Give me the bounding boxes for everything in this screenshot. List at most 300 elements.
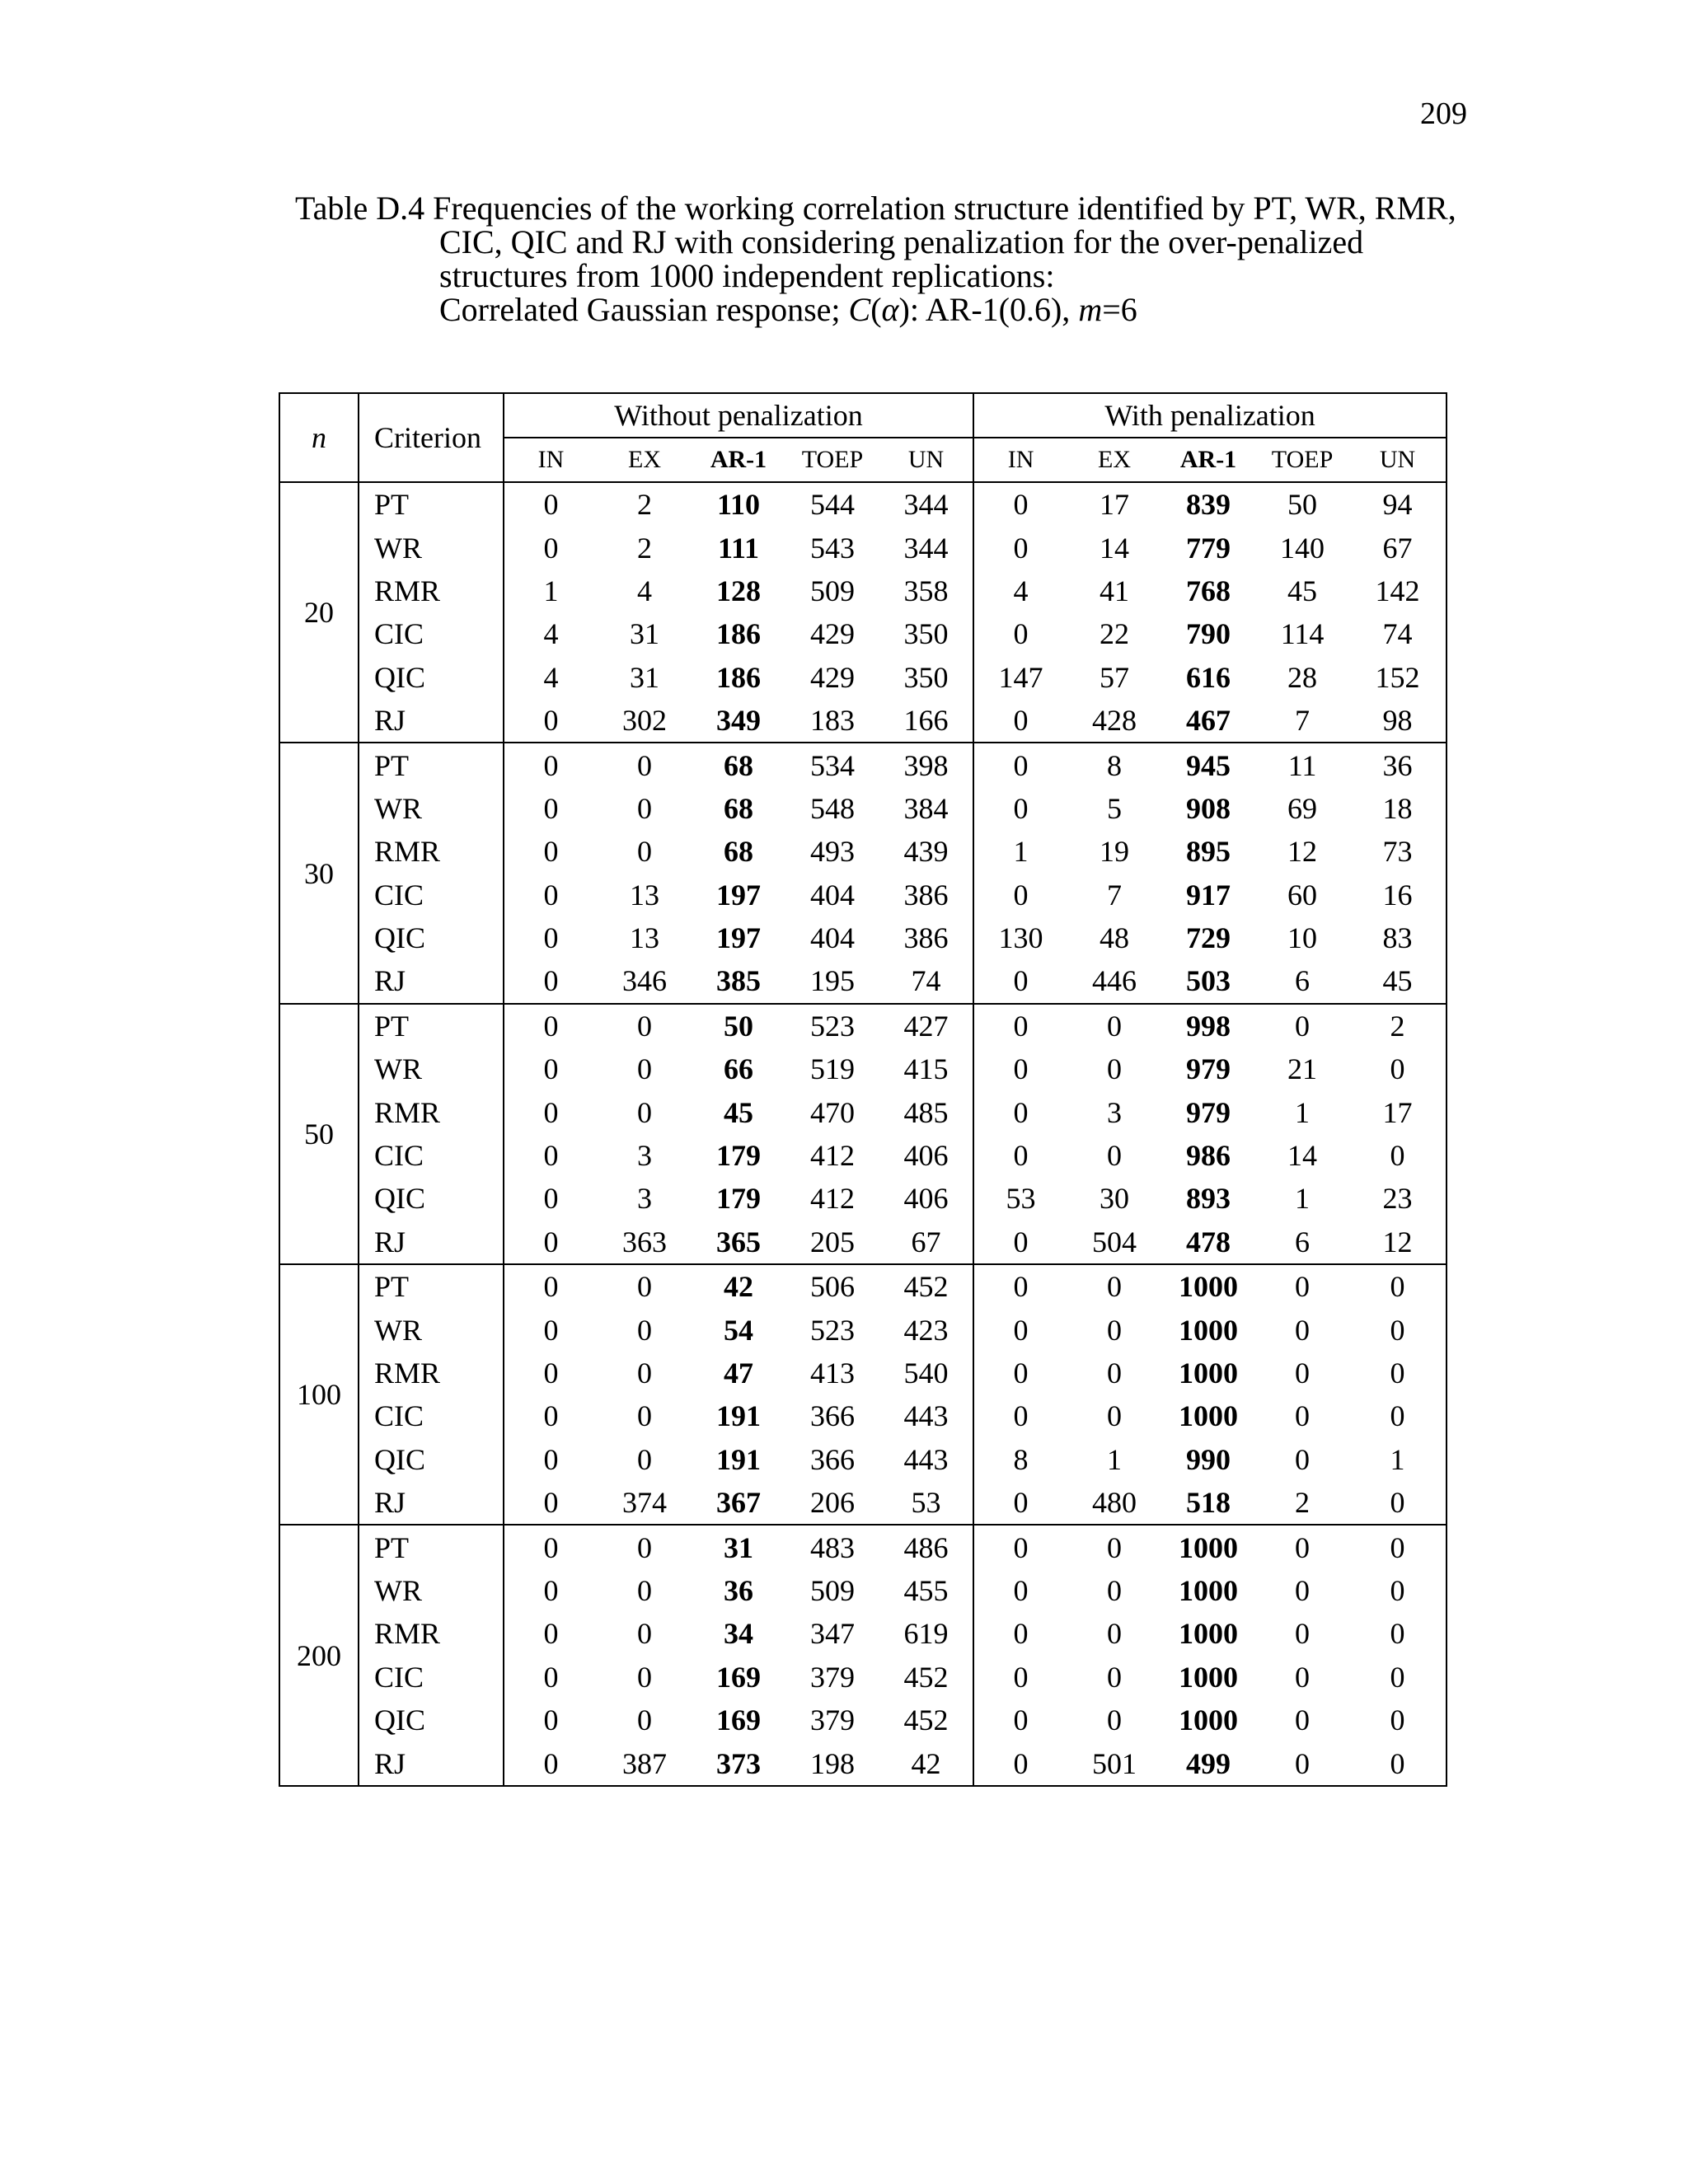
- value-cell-with-toep: 6: [1295, 964, 1311, 998]
- value-cell-with-toep: 11: [1255, 743, 1349, 786]
- value-cell-without-ex: 0: [637, 1357, 652, 1390]
- value-cell-without-toep: 509: [810, 1573, 855, 1607]
- value-cell-without-ex: 0: [637, 1313, 652, 1347]
- criterion-cell: RJ: [359, 699, 504, 743]
- value-cell-with-in: 53: [1006, 1182, 1036, 1216]
- value-cell-without-in: 0: [543, 1660, 559, 1694]
- value-cell-with-ex: 19: [1100, 835, 1130, 869]
- value-cell-without-toep: 379: [810, 1660, 855, 1694]
- value-cell-without-toep: 506: [785, 1264, 879, 1308]
- value-cell-without-in: 0: [543, 704, 559, 738]
- value-cell-without-toep: 205: [810, 1225, 855, 1258]
- value-cell-without-ar-1: 179: [716, 1139, 761, 1173]
- value-cell-with-ex: 1: [1107, 1442, 1123, 1476]
- value-cell-without-in: 0: [543, 1357, 559, 1390]
- value-cell-with-toep: 0: [1295, 1357, 1311, 1390]
- value-cell-without-ar-1: 191: [716, 1442, 761, 1476]
- subheader-without-ar-1: AR-1: [692, 438, 785, 482]
- subheader-without-ex: EX: [598, 438, 692, 482]
- value-cell-with-un: 16: [1349, 874, 1447, 916]
- value-cell-without-ar-1: 128: [716, 574, 761, 607]
- value-cell-without-toep: 483: [785, 1525, 879, 1568]
- table-row: [279, 1264, 1447, 1308]
- value-cell-with-in: 0: [1013, 1052, 1029, 1086]
- value-cell-with-un: 0: [1349, 1656, 1447, 1699]
- value-cell-with-toep: 0: [1295, 1704, 1311, 1737]
- value-cell-with-un: 0: [1349, 1525, 1447, 1568]
- table-row: [279, 612, 1447, 655]
- value-cell-without-un: 427: [879, 1004, 973, 1047]
- value-cell-without-ar-1: 54: [724, 1313, 753, 1347]
- caption-m-symbol: m: [1078, 291, 1103, 328]
- value-cell-with-in: 0: [973, 1264, 1067, 1308]
- table-row: [279, 482, 1447, 526]
- value-cell-with-un: 0: [1349, 1612, 1447, 1655]
- value-cell-with-toep: 140: [1280, 531, 1325, 565]
- value-cell-with-ar-1: 945: [1161, 743, 1255, 786]
- value-cell-with-ex: 0: [1107, 1139, 1123, 1173]
- value-cell-with-toep: 45: [1287, 574, 1318, 607]
- caption-alpha-symbol: α: [881, 291, 899, 328]
- value-cell-with-in: 0: [973, 743, 1067, 786]
- value-cell-with-in: 0: [1013, 1095, 1029, 1129]
- value-cell-without-ar-1: 367: [716, 1486, 761, 1520]
- table-row: [279, 1221, 1447, 1264]
- value-cell-with-toep: 0: [1255, 1525, 1349, 1568]
- value-cell-without-un: 443: [879, 1438, 973, 1481]
- value-cell-without-in: 1: [543, 574, 559, 607]
- value-cell-with-in: 0: [1013, 1139, 1029, 1173]
- value-cell-with-toep: 0: [1295, 1313, 1311, 1347]
- value-cell-with-in: 0: [1013, 964, 1029, 998]
- value-cell-with-ar-1: 779: [1186, 531, 1231, 565]
- header-criterion: Criterion: [359, 393, 504, 482]
- value-cell-without-un: 452: [879, 1656, 973, 1699]
- value-cell-without-ex: 0: [637, 1617, 652, 1651]
- value-cell-with-ar-1: 1000: [1161, 1264, 1255, 1308]
- value-cell-without-ar-1: 191: [716, 1399, 761, 1433]
- value-cell-without-toep: 548: [810, 791, 855, 825]
- value-cell-with-ex: 30: [1100, 1182, 1130, 1216]
- value-cell-without-un: 166: [879, 699, 973, 743]
- table-row: [279, 743, 1447, 786]
- value-cell-with-ar-1: 998: [1161, 1004, 1255, 1047]
- value-cell-with-ex: 446: [1092, 964, 1137, 998]
- value-cell-without-in: 0: [543, 1225, 559, 1258]
- table-row: [279, 1438, 1447, 1481]
- value-cell-with-ar-1: 1000: [1179, 1617, 1239, 1651]
- value-cell-without-ar-1: 68: [724, 791, 753, 825]
- table-row: [279, 1134, 1447, 1177]
- value-cell-with-un: 17: [1349, 1090, 1447, 1133]
- value-cell-with-un: 2: [1349, 1004, 1447, 1047]
- value-cell-with-toep: 21: [1287, 1052, 1318, 1086]
- value-cell-without-in: 0: [543, 531, 559, 565]
- value-cell-without-un: 350: [879, 612, 973, 655]
- value-cell-with-in: 0: [1013, 1313, 1029, 1347]
- table-row: [279, 1004, 1447, 1047]
- value-cell-with-toep: 28: [1287, 660, 1318, 694]
- value-cell-without-ar-1: 111: [717, 531, 760, 565]
- value-cell-without-toep: 366: [810, 1442, 855, 1476]
- value-cell-with-un: 0: [1349, 1741, 1447, 1785]
- value-cell-with-un: 74: [1349, 612, 1447, 655]
- value-cell-with-toep: 69: [1287, 791, 1318, 825]
- value-cell-without-ar-1: 373: [692, 1741, 785, 1785]
- value-cell-without-ex: 374: [622, 1486, 667, 1520]
- caption-m-value: =6: [1102, 291, 1137, 328]
- criterion-cell: PT: [359, 1004, 504, 1047]
- value-cell-without-toep: 183: [810, 704, 855, 738]
- criterion-cell: PT: [359, 743, 504, 786]
- value-cell-with-un: 142: [1349, 569, 1447, 612]
- value-cell-with-ar-1: 917: [1186, 878, 1231, 912]
- value-cell-without-un: 350: [879, 656, 973, 699]
- header-without-penalization: Without penalization: [504, 393, 973, 438]
- value-cell-without-toep: 544: [810, 488, 855, 522]
- value-cell-with-ex: 8: [1067, 743, 1161, 786]
- value-cell-with-toep: 0: [1255, 1741, 1349, 1785]
- value-cell-with-toep: 114: [1280, 617, 1325, 651]
- value-cell-with-toep: 0: [1295, 1573, 1311, 1607]
- value-cell-without-toep: 523: [810, 1313, 855, 1347]
- header-n: n: [279, 393, 359, 482]
- value-cell-without-ar-1: 47: [724, 1357, 753, 1390]
- value-cell-with-ar-1: 895: [1186, 835, 1231, 869]
- criterion-cell: RJ: [359, 1741, 504, 1785]
- value-cell-with-ar-1: 518: [1186, 1486, 1231, 1520]
- value-cell-without-toep: 429: [810, 617, 855, 651]
- value-cell-without-ex: 346: [622, 964, 667, 998]
- value-cell-without-un: 452: [879, 1699, 973, 1741]
- sample-size-cell: 50: [279, 1004, 359, 1264]
- table-row: [279, 1569, 1447, 1612]
- header-with-penalization: With penalization: [973, 393, 1447, 438]
- criterion-cell: RMR: [359, 569, 504, 612]
- value-cell-with-un: 0: [1349, 1699, 1447, 1741]
- criterion-cell: RJ: [359, 1481, 504, 1525]
- value-cell-without-un: 398: [879, 743, 973, 786]
- criterion-cell: QIC: [359, 656, 504, 699]
- value-cell-with-in: 0: [1013, 488, 1029, 522]
- value-cell-without-un: 486: [879, 1525, 973, 1568]
- value-cell-with-ar-1: 790: [1186, 617, 1231, 651]
- value-cell-with-un: 0: [1349, 1308, 1447, 1351]
- criterion-cell: CIC: [359, 612, 504, 655]
- value-cell-with-ex: 0: [1107, 1573, 1123, 1607]
- value-cell-with-toep: 60: [1287, 878, 1318, 912]
- value-cell-without-ex: 363: [622, 1225, 667, 1258]
- value-cell-with-ex: 0: [1107, 1357, 1123, 1390]
- value-cell-without-ar-1: 45: [724, 1095, 753, 1129]
- sample-size-cell: 20: [279, 482, 359, 743]
- value-cell-with-un: 1: [1349, 1438, 1447, 1481]
- value-cell-with-un: 45: [1349, 959, 1447, 1003]
- value-cell-without-un: 415: [879, 1047, 973, 1090]
- value-cell-with-in: 130: [998, 921, 1043, 955]
- value-cell-with-ex: 504: [1092, 1225, 1137, 1258]
- value-cell-without-un: 386: [879, 874, 973, 916]
- value-cell-with-ex: 0: [1067, 1525, 1161, 1568]
- value-cell-with-toep: 10: [1287, 921, 1318, 955]
- value-cell-with-un: 94: [1349, 482, 1447, 526]
- value-cell-without-toep: 509: [810, 574, 855, 607]
- value-cell-without-ar-1: 365: [716, 1225, 761, 1258]
- criterion-cell: QIC: [359, 1177, 504, 1220]
- table-row: [279, 1656, 1447, 1699]
- value-cell-without-un: 53: [879, 1481, 973, 1525]
- value-cell-without-ar-1: 110: [716, 488, 760, 522]
- value-cell-without-ar-1: 31: [692, 1525, 785, 1568]
- value-cell-without-ar-1: 68: [692, 743, 785, 786]
- value-cell-with-toep: 6: [1295, 1225, 1311, 1258]
- caption-paren-open: (: [870, 291, 882, 328]
- criterion-cell: RJ: [359, 959, 504, 1003]
- value-cell-without-ar-1: 197: [716, 921, 761, 955]
- value-cell-without-in: 0: [543, 1442, 559, 1476]
- value-cell-with-toep: 50: [1287, 488, 1318, 522]
- value-cell-without-un: 452: [879, 1264, 973, 1308]
- value-cell-without-un: 406: [879, 1134, 973, 1177]
- value-cell-without-ar-1: 34: [724, 1617, 753, 1651]
- value-cell-with-ar-1: 839: [1186, 488, 1231, 522]
- table-row: [279, 656, 1447, 699]
- value-cell-with-ar-1: 986: [1186, 1139, 1231, 1173]
- table-row: [279, 787, 1447, 830]
- criterion-cell: RMR: [359, 1090, 504, 1133]
- value-cell-with-in: 0: [1013, 1704, 1029, 1737]
- value-cell-with-ar-1: 893: [1186, 1182, 1231, 1216]
- subheader-with-toep: TOEP: [1255, 438, 1349, 482]
- table-row: [279, 1308, 1447, 1351]
- value-cell-with-ex: 0: [1067, 1264, 1161, 1308]
- value-cell-without-ar-1: 197: [716, 878, 761, 912]
- value-cell-with-ex: 5: [1107, 791, 1123, 825]
- value-cell-without-un: 42: [879, 1741, 973, 1785]
- value-cell-with-ar-1: 1000: [1179, 1399, 1239, 1433]
- value-cell-with-un: 0: [1349, 1134, 1447, 1177]
- criterion-cell: RJ: [359, 1221, 504, 1264]
- value-cell-with-un: 12: [1349, 1221, 1447, 1264]
- value-cell-with-un: 18: [1349, 787, 1447, 830]
- value-cell-without-ex: 4: [637, 574, 652, 607]
- caption-line-4: [295, 293, 1465, 326]
- value-cell-without-toep: 206: [810, 1486, 855, 1520]
- value-cell-without-in: 0: [543, 1399, 559, 1433]
- value-cell-without-ex: 0: [637, 1052, 652, 1086]
- value-cell-without-un: 443: [879, 1394, 973, 1437]
- subheader-with-un: UN: [1349, 438, 1447, 482]
- value-cell-with-in: 0: [1013, 1357, 1029, 1390]
- value-cell-with-un: 73: [1349, 830, 1447, 873]
- value-cell-with-un: 67: [1349, 526, 1447, 569]
- value-cell-without-un: 67: [879, 1221, 973, 1264]
- value-cell-with-ar-1: 1000: [1179, 1660, 1239, 1694]
- table-row: [279, 830, 1447, 873]
- value-cell-without-toep: 523: [785, 1004, 879, 1047]
- value-cell-without-in: 4: [543, 660, 559, 694]
- value-cell-without-in: 0: [504, 1525, 598, 1568]
- value-cell-with-ex: 57: [1100, 660, 1130, 694]
- value-cell-without-ex: 0: [637, 835, 652, 869]
- value-cell-with-toep: 0: [1255, 1004, 1349, 1047]
- value-cell-without-ex: 13: [630, 921, 659, 955]
- value-cell-without-un: 455: [879, 1569, 973, 1612]
- value-cell-without-ar-1: 179: [716, 1182, 761, 1216]
- value-cell-without-un: 386: [879, 916, 973, 959]
- value-cell-with-ex: 0: [1107, 1704, 1123, 1737]
- value-cell-with-ar-1: 503: [1186, 964, 1231, 998]
- value-cell-with-toep: 2: [1295, 1486, 1311, 1520]
- value-cell-without-in: 0: [504, 1264, 598, 1308]
- value-cell-without-ex: 2: [637, 531, 652, 565]
- value-cell-without-in: 0: [543, 1486, 559, 1520]
- value-cell-without-ar-1: 50: [692, 1004, 785, 1047]
- table-row: [279, 526, 1447, 569]
- value-cell-without-in: 0: [543, 488, 559, 522]
- value-cell-with-toep: 1: [1295, 1095, 1311, 1129]
- value-cell-with-ar-1: 979: [1186, 1052, 1231, 1086]
- criterion-cell: WR: [359, 1569, 504, 1612]
- value-cell-without-toep: 412: [810, 1139, 855, 1173]
- value-cell-without-ex: 0: [637, 1573, 652, 1607]
- value-cell-with-un: 0: [1349, 1481, 1447, 1525]
- value-cell-with-in: 0: [973, 1004, 1067, 1047]
- table-row: [279, 959, 1447, 1003]
- value-cell-with-in: 0: [973, 1525, 1067, 1568]
- value-cell-without-toep: 404: [810, 878, 855, 912]
- value-cell-with-ex: 501: [1067, 1741, 1161, 1785]
- value-cell-with-ar-1: 499: [1161, 1741, 1255, 1785]
- value-cell-without-ex: 0: [637, 1704, 652, 1737]
- value-cell-without-toep: 198: [785, 1741, 879, 1785]
- value-cell-with-un: 0: [1349, 1047, 1447, 1090]
- value-cell-with-in: 0: [1013, 531, 1029, 565]
- criterion-cell: RMR: [359, 1612, 504, 1655]
- value-cell-without-in: 0: [543, 1573, 559, 1607]
- value-cell-without-un: 619: [879, 1612, 973, 1655]
- page-number: 209: [1420, 96, 1467, 131]
- value-cell-without-un: 540: [879, 1352, 973, 1394]
- subheader-with-in: IN: [973, 438, 1067, 482]
- value-cell-without-ex: 3: [637, 1182, 652, 1216]
- value-cell-without-in: 0: [543, 1617, 559, 1651]
- value-cell-with-toep: 7: [1295, 704, 1311, 738]
- value-cell-without-ex: 0: [598, 743, 692, 786]
- value-cell-without-in: 0: [504, 1004, 598, 1047]
- criterion-cell: WR: [359, 1308, 504, 1351]
- value-cell-with-toep: 0: [1295, 1617, 1311, 1651]
- value-cell-without-ar-1: 349: [716, 704, 761, 738]
- value-cell-without-un: 344: [879, 526, 973, 569]
- value-cell-without-ex: 0: [637, 1399, 652, 1433]
- value-cell-without-ex: 0: [598, 1264, 692, 1308]
- value-cell-with-ar-1: 1000: [1179, 1357, 1239, 1390]
- frequency-table: [279, 392, 1447, 1787]
- table-row: [279, 1525, 1447, 1568]
- value-cell-without-ex: 0: [598, 1004, 692, 1047]
- value-cell-without-ex: 0: [598, 1525, 692, 1568]
- value-cell-with-toep: 12: [1287, 835, 1318, 869]
- value-cell-with-un: 23: [1349, 1177, 1447, 1220]
- criterion-cell: PT: [359, 482, 504, 526]
- value-cell-without-in: 0: [543, 835, 559, 869]
- value-cell-with-in: 0: [1013, 1617, 1029, 1651]
- value-cell-without-toep: 412: [810, 1182, 855, 1216]
- caption-c-symbol: C: [848, 291, 871, 328]
- subheader-without-in: IN: [504, 438, 598, 482]
- value-cell-without-ar-1: 186: [716, 617, 761, 651]
- criterion-cell: CIC: [359, 1134, 504, 1177]
- value-cell-with-ex: 0: [1107, 1617, 1123, 1651]
- table-row: [279, 1352, 1447, 1394]
- criterion-cell: RMR: [359, 830, 504, 873]
- value-cell-with-ar-1: 729: [1186, 921, 1231, 955]
- value-cell-with-un: 83: [1349, 916, 1447, 959]
- caption-line-2: CIC, QIC and RJ with considering penalization for the over-penalized: [439, 223, 1364, 260]
- value-cell-with-ex: 0: [1107, 1052, 1123, 1086]
- value-cell-without-in: 0: [504, 1741, 598, 1785]
- value-cell-with-ex: 14: [1100, 531, 1130, 565]
- value-cell-with-in: 0: [1013, 791, 1029, 825]
- value-cell-with-ar-1: 467: [1186, 704, 1231, 738]
- value-cell-without-in: 0: [543, 1704, 559, 1737]
- value-cell-with-toep: 0: [1295, 1660, 1311, 1694]
- value-cell-without-un: 358: [879, 569, 973, 612]
- value-cell-with-ex: 17: [1100, 488, 1130, 522]
- value-cell-with-in: 0: [1013, 617, 1029, 651]
- subheader-with-ar-1: AR-1: [1161, 438, 1255, 482]
- value-cell-without-in: 0: [543, 921, 559, 955]
- sample-size-cell: 30: [279, 743, 359, 1003]
- value-cell-with-ar-1: 768: [1186, 574, 1231, 607]
- value-cell-with-in: 0: [1013, 878, 1029, 912]
- value-cell-with-in: 0: [1013, 1399, 1029, 1433]
- table-row: [279, 1090, 1447, 1133]
- value-cell-without-ar-1: 186: [716, 660, 761, 694]
- value-cell-with-toep: 14: [1287, 1139, 1318, 1173]
- value-cell-with-ar-1: 1000: [1161, 1525, 1255, 1568]
- value-cell-with-in: 0: [1013, 1573, 1029, 1607]
- value-cell-with-ar-1: 990: [1186, 1442, 1231, 1476]
- value-cell-without-in: 4: [543, 617, 559, 651]
- value-cell-without-un: 485: [879, 1090, 973, 1133]
- value-cell-with-un: 0: [1349, 1352, 1447, 1394]
- table-caption: [295, 191, 1465, 326]
- criterion-cell: WR: [359, 787, 504, 830]
- value-cell-without-ex: 387: [598, 1741, 692, 1785]
- value-cell-without-in: 0: [543, 1095, 559, 1129]
- value-cell-with-ex: 480: [1092, 1486, 1137, 1520]
- value-cell-with-toep: 0: [1255, 1264, 1349, 1308]
- value-cell-with-ar-1: 1000: [1179, 1313, 1239, 1347]
- value-cell-without-toep: 413: [810, 1357, 855, 1390]
- table-row: [279, 699, 1447, 743]
- value-cell-with-toep: 0: [1295, 1399, 1311, 1433]
- value-cell-without-toep: 366: [810, 1399, 855, 1433]
- value-cell-with-in: 0: [1013, 1660, 1029, 1694]
- value-cell-with-ex: 428: [1092, 704, 1137, 738]
- value-cell-without-ar-1: 385: [716, 964, 761, 998]
- criterion-cell: RMR: [359, 1352, 504, 1394]
- value-cell-with-toep: 0: [1295, 1442, 1311, 1476]
- value-cell-without-ex: 2: [637, 488, 652, 522]
- value-cell-without-ar-1: 66: [724, 1052, 753, 1086]
- value-cell-with-in: 4: [1013, 574, 1029, 607]
- value-cell-with-in: 0: [1013, 704, 1029, 738]
- criterion-cell: QIC: [359, 1438, 504, 1481]
- value-cell-without-in: 0: [543, 1182, 559, 1216]
